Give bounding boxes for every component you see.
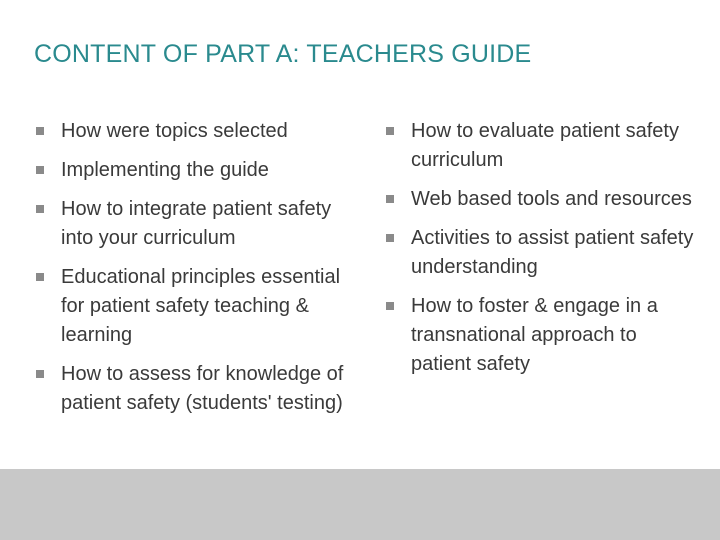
list-item	[36, 195, 356, 253]
square-bullet-icon	[386, 195, 394, 203]
list-item	[386, 185, 696, 214]
list-item	[36, 156, 356, 185]
list-item-text: Educational principles essential for patient safety teaching & learning	[61, 266, 341, 346]
list-item	[36, 263, 356, 350]
square-bullet-icon	[386, 127, 394, 135]
list-item	[386, 224, 696, 282]
square-bullet-icon	[36, 166, 44, 174]
list-item-text: How to evaluate patient safety curriculum	[411, 120, 679, 171]
list-item	[386, 292, 696, 379]
list-item-text: Web based tools and resources	[411, 188, 692, 210]
list-item-text: How to assess for knowledge of patient safety (students' testing)	[61, 363, 344, 414]
square-bullet-icon	[36, 205, 44, 213]
left-bullet-list	[36, 117, 356, 428]
list-item-text: Implementing the guide	[61, 159, 269, 181]
footer-bar	[0, 469, 720, 540]
list-item-text: How to foster & engage in a transnational approach to patient safety	[411, 295, 658, 375]
list-item	[386, 117, 696, 175]
square-bullet-icon	[36, 273, 44, 281]
square-bullet-icon	[386, 302, 394, 310]
right-bullet-list	[386, 117, 696, 389]
list-item	[36, 117, 356, 146]
slide-title: CONTENT OF PART A: TEACHERS GUIDE	[34, 40, 532, 68]
square-bullet-icon	[36, 127, 44, 135]
square-bullet-icon	[386, 234, 394, 242]
list-item	[36, 360, 356, 418]
list-item-text: How to integrate patient safety into your curriculum	[61, 198, 332, 249]
square-bullet-icon	[36, 370, 44, 378]
list-item-text: How were topics selected	[61, 120, 288, 142]
list-item-text: Activities to assist patient safety understanding	[411, 227, 694, 278]
